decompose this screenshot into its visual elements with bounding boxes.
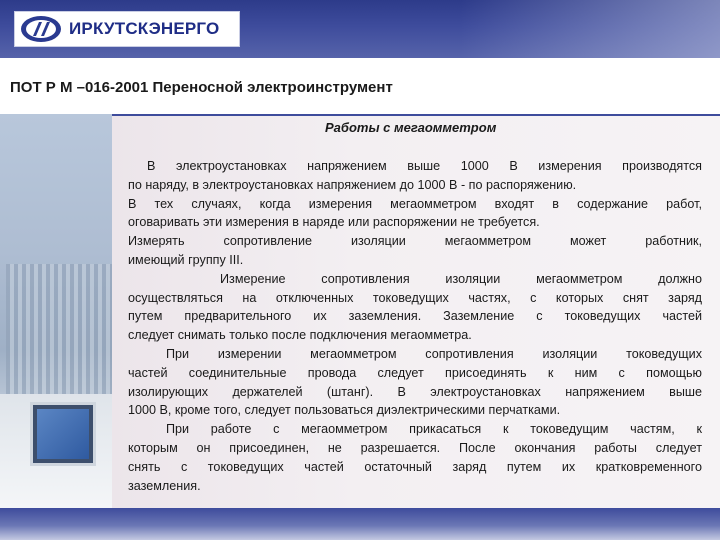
text-line: осуществляться на отключенных токоведущих частях, с которых снят заряд	[128, 290, 702, 305]
page-title: ПОТ Р М –016-2001 Переносной электроинструмент	[10, 79, 393, 96]
text-line: заземления.	[128, 478, 201, 493]
header-banner	[0, 0, 720, 58]
footer-bar	[0, 508, 720, 540]
banner-gradient	[460, 0, 720, 58]
text-line: частей соединительные провода следует присоединять к ним с помощью	[128, 365, 702, 380]
text-line: 1000 В, кроме того, следует пользоваться диэлектрическими перчатками.	[128, 403, 561, 418]
section-subtitle: Работы с мегаомметром	[325, 120, 497, 135]
text-line: При работе с мегаомметром прикасаться к токоведущим частям, к	[166, 422, 702, 437]
text-line: В электроустановках напряжением выше 1000 В измерения производятся	[147, 159, 702, 173]
text-line: следует снимать только после подключения мегаомметра.	[128, 328, 472, 343]
text-line: путем предварительного их заземления. Заземление с токоведущих частей	[128, 309, 702, 324]
text-line: В тех случаях, когда измерения мегаомметром входят в содержание работ,	[128, 196, 702, 211]
text-line: При измерении мегаомметром сопротивления изоляции токоведущих	[166, 346, 702, 361]
monitor-image	[30, 402, 96, 466]
text-line: которым он присоединен, не разрешается. После окончания работы следует	[128, 440, 702, 455]
logo-text: ИРКУТСКЭНЕРГО	[69, 19, 220, 38]
text-line: имеющий группу III.	[128, 252, 244, 267]
body-text	[128, 157, 702, 495]
text-line: оговаривать эти измерения в наряде или распоряжении не требуется.	[128, 215, 540, 230]
text-line: Измерение сопротивления изоляции мегаомметром должно	[220, 271, 702, 286]
company-logo	[14, 11, 240, 47]
irkutskenergo-logo-icon	[19, 14, 63, 44]
text-line: по наряду, в электроустановках напряжением до 1000 В - по распоряжению.	[128, 177, 577, 192]
text-line: Измерять сопротивление изоляции мегаомметром может работник,	[128, 234, 702, 249]
text-line: изолирующих держателей (штанг). В электроустановках напряжением выше	[128, 384, 702, 399]
text-line: снять с токоведущих частей остаточный заряд путем их кратковременного	[128, 459, 702, 474]
